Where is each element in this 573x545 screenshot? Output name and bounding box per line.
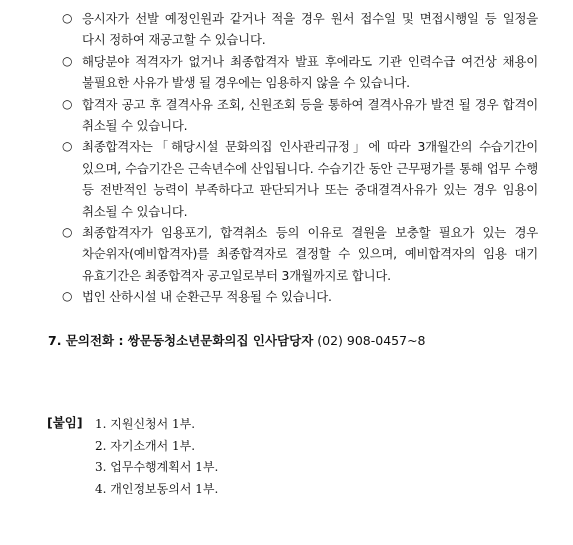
notice-list: [60, 8, 538, 308]
attachment-item: 2. 자기소개서 1부.: [95, 438, 196, 453]
notice-item: [60, 8, 538, 51]
attachments-label: [붙임]: [47, 415, 83, 430]
bullet-circle-icon: ○: [62, 53, 73, 68]
bullet-circle-icon: ○: [62, 225, 73, 240]
notice-item: [60, 222, 538, 286]
bullet-circle-icon: ○: [62, 11, 73, 25]
notice-item: [60, 94, 538, 137]
attachments-list: [95, 414, 218, 500]
notice-text: 최종합격자가 임용포기, 합격취소 등의 이유로 결원을 보충할 필요가 있는 경우 차순위자(예비합격자)를 최종합격자로 결정할 수 있으며, 예비합격자의 임용 대기 유효기간은 최종합격자 공고일로부터 3개월까지로 합니다.: [82, 225, 538, 283]
notice-item: [60, 136, 538, 222]
attachment-item: 3. 업무수행계획서 1부.: [95, 460, 219, 475]
notice-text: 합격자 공고 후 결격사유 조회, 신원조회 등을 통하여 결격사유가 발견 될 경우 합격이 취소될 수 있습니다.: [82, 96, 538, 134]
notice-text: 최종합격자는「해당시설 문화의집 인사관리규정」에 따라 3개월간의 수습기간이 있으며, 수습기간은 근속년수에 산입됩니다. 수습기간 동안 근무평가를 통해 업무 수행 등 전반적인 능력이 부족하다고 판단되거나 또는 중대결격사유가 있는 경우 임용이 취소될 수 있습니다.: [82, 139, 538, 219]
notice-text: 해당분야 적격자가 없거나 최종합격자 발표 후에라도 기관 인력수급 여건상 채용이 불필요한 사유가 발생 될 경우에는 임용하지 않을 수 있습니다.: [82, 53, 538, 91]
notice-text: 응시자가 선발 예정인원과 같거나 적을 경우 원서 접수일 및 면접시행일 등 일정을 다시 정하여 재공고할 수 있습니다.: [82, 11, 538, 48]
bullet-circle-icon: ○: [62, 289, 73, 304]
contact-line: [48, 332, 426, 350]
attachment-item: 4. 개인정보동의서 1부.: [95, 481, 219, 496]
attachment-item: 1. 지원신청서 1부.: [95, 417, 196, 431]
bullet-circle-icon: ○: [62, 139, 73, 154]
bullet-circle-icon: ○: [62, 96, 73, 111]
contact-label: 7. 문의전화 : 쌍문동청소년문화의집 인사담당자: [48, 333, 314, 348]
contact-phone: (02) 908-0457~8: [317, 333, 426, 348]
notice-text: 법인 산하시설 내 순환근무 적용될 수 있습니다.: [82, 289, 332, 305]
notice-item: [60, 286, 538, 307]
notice-item: [60, 51, 538, 94]
